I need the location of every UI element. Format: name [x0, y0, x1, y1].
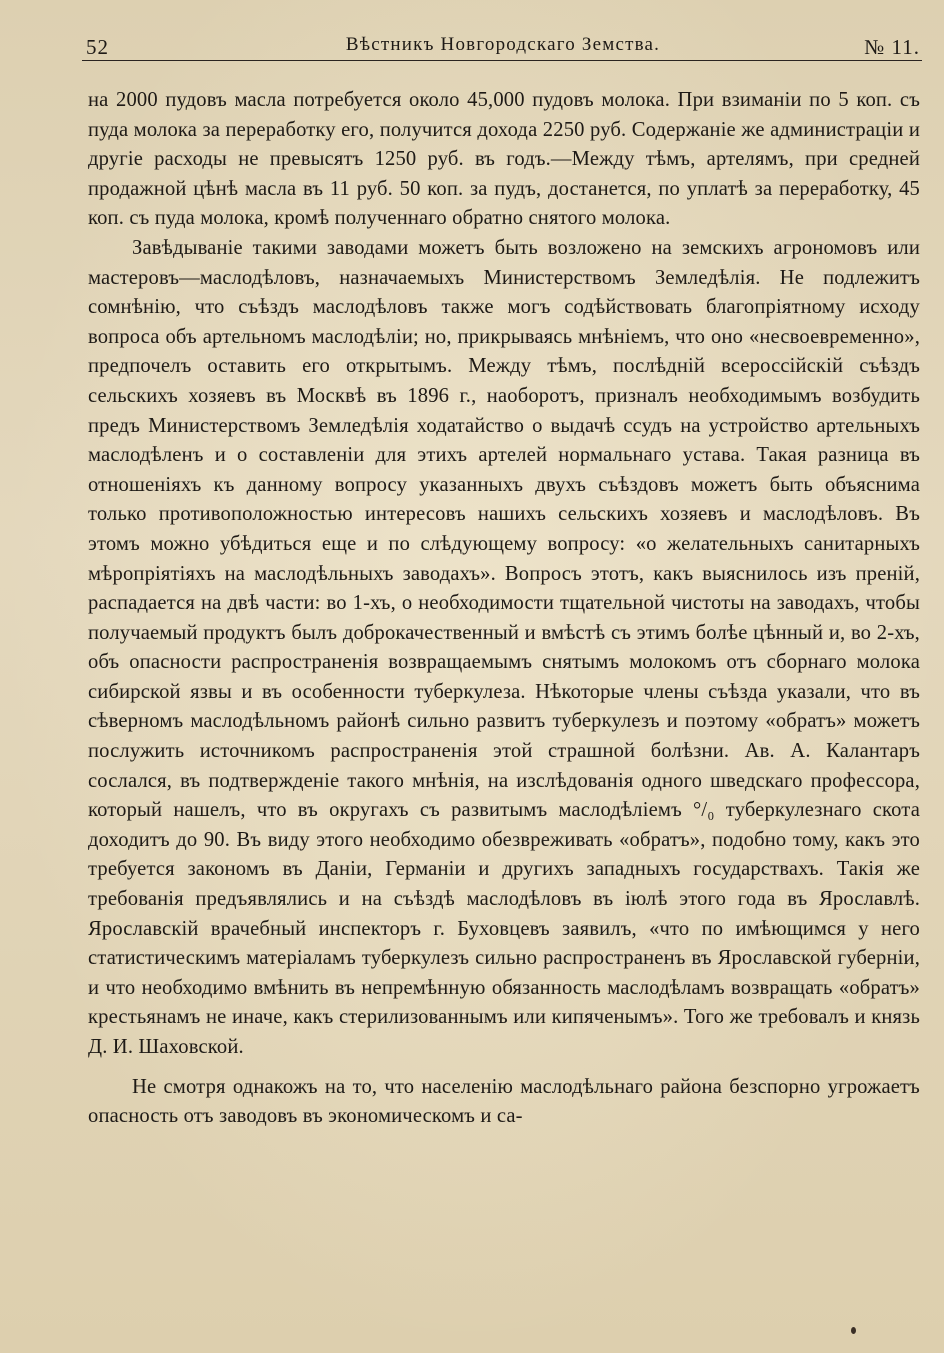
paragraph-closing: Не смотря однакожъ на то, что населенію маслодѣльнаго района безспорно угрожаетъ опасность отъ заводовъ въ экономическомъ и са- [88, 1075, 920, 1128]
paragraph-management: Завѣдываніе такими заводами можетъ быть возложено на земскихъ агрономовъ или мастеровъ—маслодѣловъ, назначаемыхъ Министерствомъ Земледѣлія. Не подлежитъ сомнѣнію, что съѣздъ маслодѣловъ также могъ содѣйствовать благопріятному исходу вопроса объ артельномъ маслодѣліи; но, прикрываясь мнѣніемъ, что оно «несвоевременно», предпочелъ оставить его открытымъ. Между тѣмъ, послѣдній всероссійскій съѣздъ сельскихъ хозяевъ въ Москвѣ въ 1896 г., наоборотъ, призналъ необходимымъ возбудить предъ Министерствомъ Земледѣлія ходатайство о выдачѣ ссудъ на устройство артельныхъ маслодѣленъ и о составленіи для этихъ артелей нормальнаго устава. Такая разница въ отношеніяхъ къ данному вопросу указанныхъ двухъ съѣздовъ можетъ быть объяснима только противоположностью интересовъ нашихъ сельскихъ хозяевъ и маслодѣловъ. Въ этомъ можно убѣдиться еще и по слѣдующему вопросу: «о желательныхъ санитарныхъ мѣропріятіяхъ на маслодѣльныхъ заводахъ». Вопросъ этотъ, какъ выяснилось изъ преній, распадается на двѣ части: во 1-хъ, о необходимости тщательной чистоты на заводахъ, чтобы получаемый продуктъ былъ доброкачественный и вмѣстѣ съ этимъ болѣе цѣнный и, во 2-хъ, объ опасности распространенія возвращаемымъ снятымъ молокомъ отъ сборнаго молока сибирской язвы и въ особенности туберкулеза. Нѣкоторые члены съѣзда указали, что въ сѣверномъ маслодѣльномъ районѣ сильно развитъ туберкулезъ и поэтому «обратъ» можетъ послужить источникомъ распространенія этой страшной болѣзни. Ав. А. Калантаръ сослался, въ подтвержденіе такого мнѣнія, на изслѣдованія одного шведскаго профессора, который нашелъ, что въ округахъ съ развитымъ маслодѣліемъ °/₀ туберкулезнаго скота доходитъ до 90. Въ виду этого необходимо обезвреживать «обратъ», подобно тому, какъ это требуется закономъ въ Даніи, Германіи и другихъ западныхъ государствахъ. Такія же требованія предъявлялись и на съѣздѣ маслодѣловъ въ іюлѣ этого года въ Ярославлѣ. Ярославскій врачебный инспекторъ г. Буховцевъ заявилъ, «что по имѣющимся у него статистическимъ матеріаламъ туберкулезъ сильно распространенъ въ Ярославской губерніи, и что необходимо вмѣнить въ непремѣнную обязанность маслодѣламъ возвращать «обратъ» крестьянамъ не иначе, какъ стерилизованнымъ или кипяченымъ». Того же требовалъ и князь Д. И. Шаховской. [88, 236, 920, 1058]
header-rule [82, 60, 922, 61]
journal-title: Вѣстникъ Новгородскаго Земства. [345, 34, 661, 55]
article-body [88, 86, 920, 1132]
page-number: 52 [86, 35, 109, 59]
ink-speck [851, 1327, 856, 1334]
running-header [86, 26, 920, 60]
issue-number: № 11. [864, 35, 920, 59]
paragraph-continued: на 2000 пудовъ масла потребуется около 45,000 пудовъ молока. При взиманіи по 5 коп. съ пуда молока за переработку его, получится дохода 2250 руб. Содержаніе же администраціи и другіе расходы не превысятъ 1250 руб. въ годъ.—Между тѣмъ, артелямъ, при средней продажной цѣнѣ масла въ 11 руб. 50 коп. за пудъ, достанется, по уплатѣ за переработку, 45 коп. съ пуда молока, кромѣ полученнаго обратно снятого молока. [88, 89, 920, 230]
